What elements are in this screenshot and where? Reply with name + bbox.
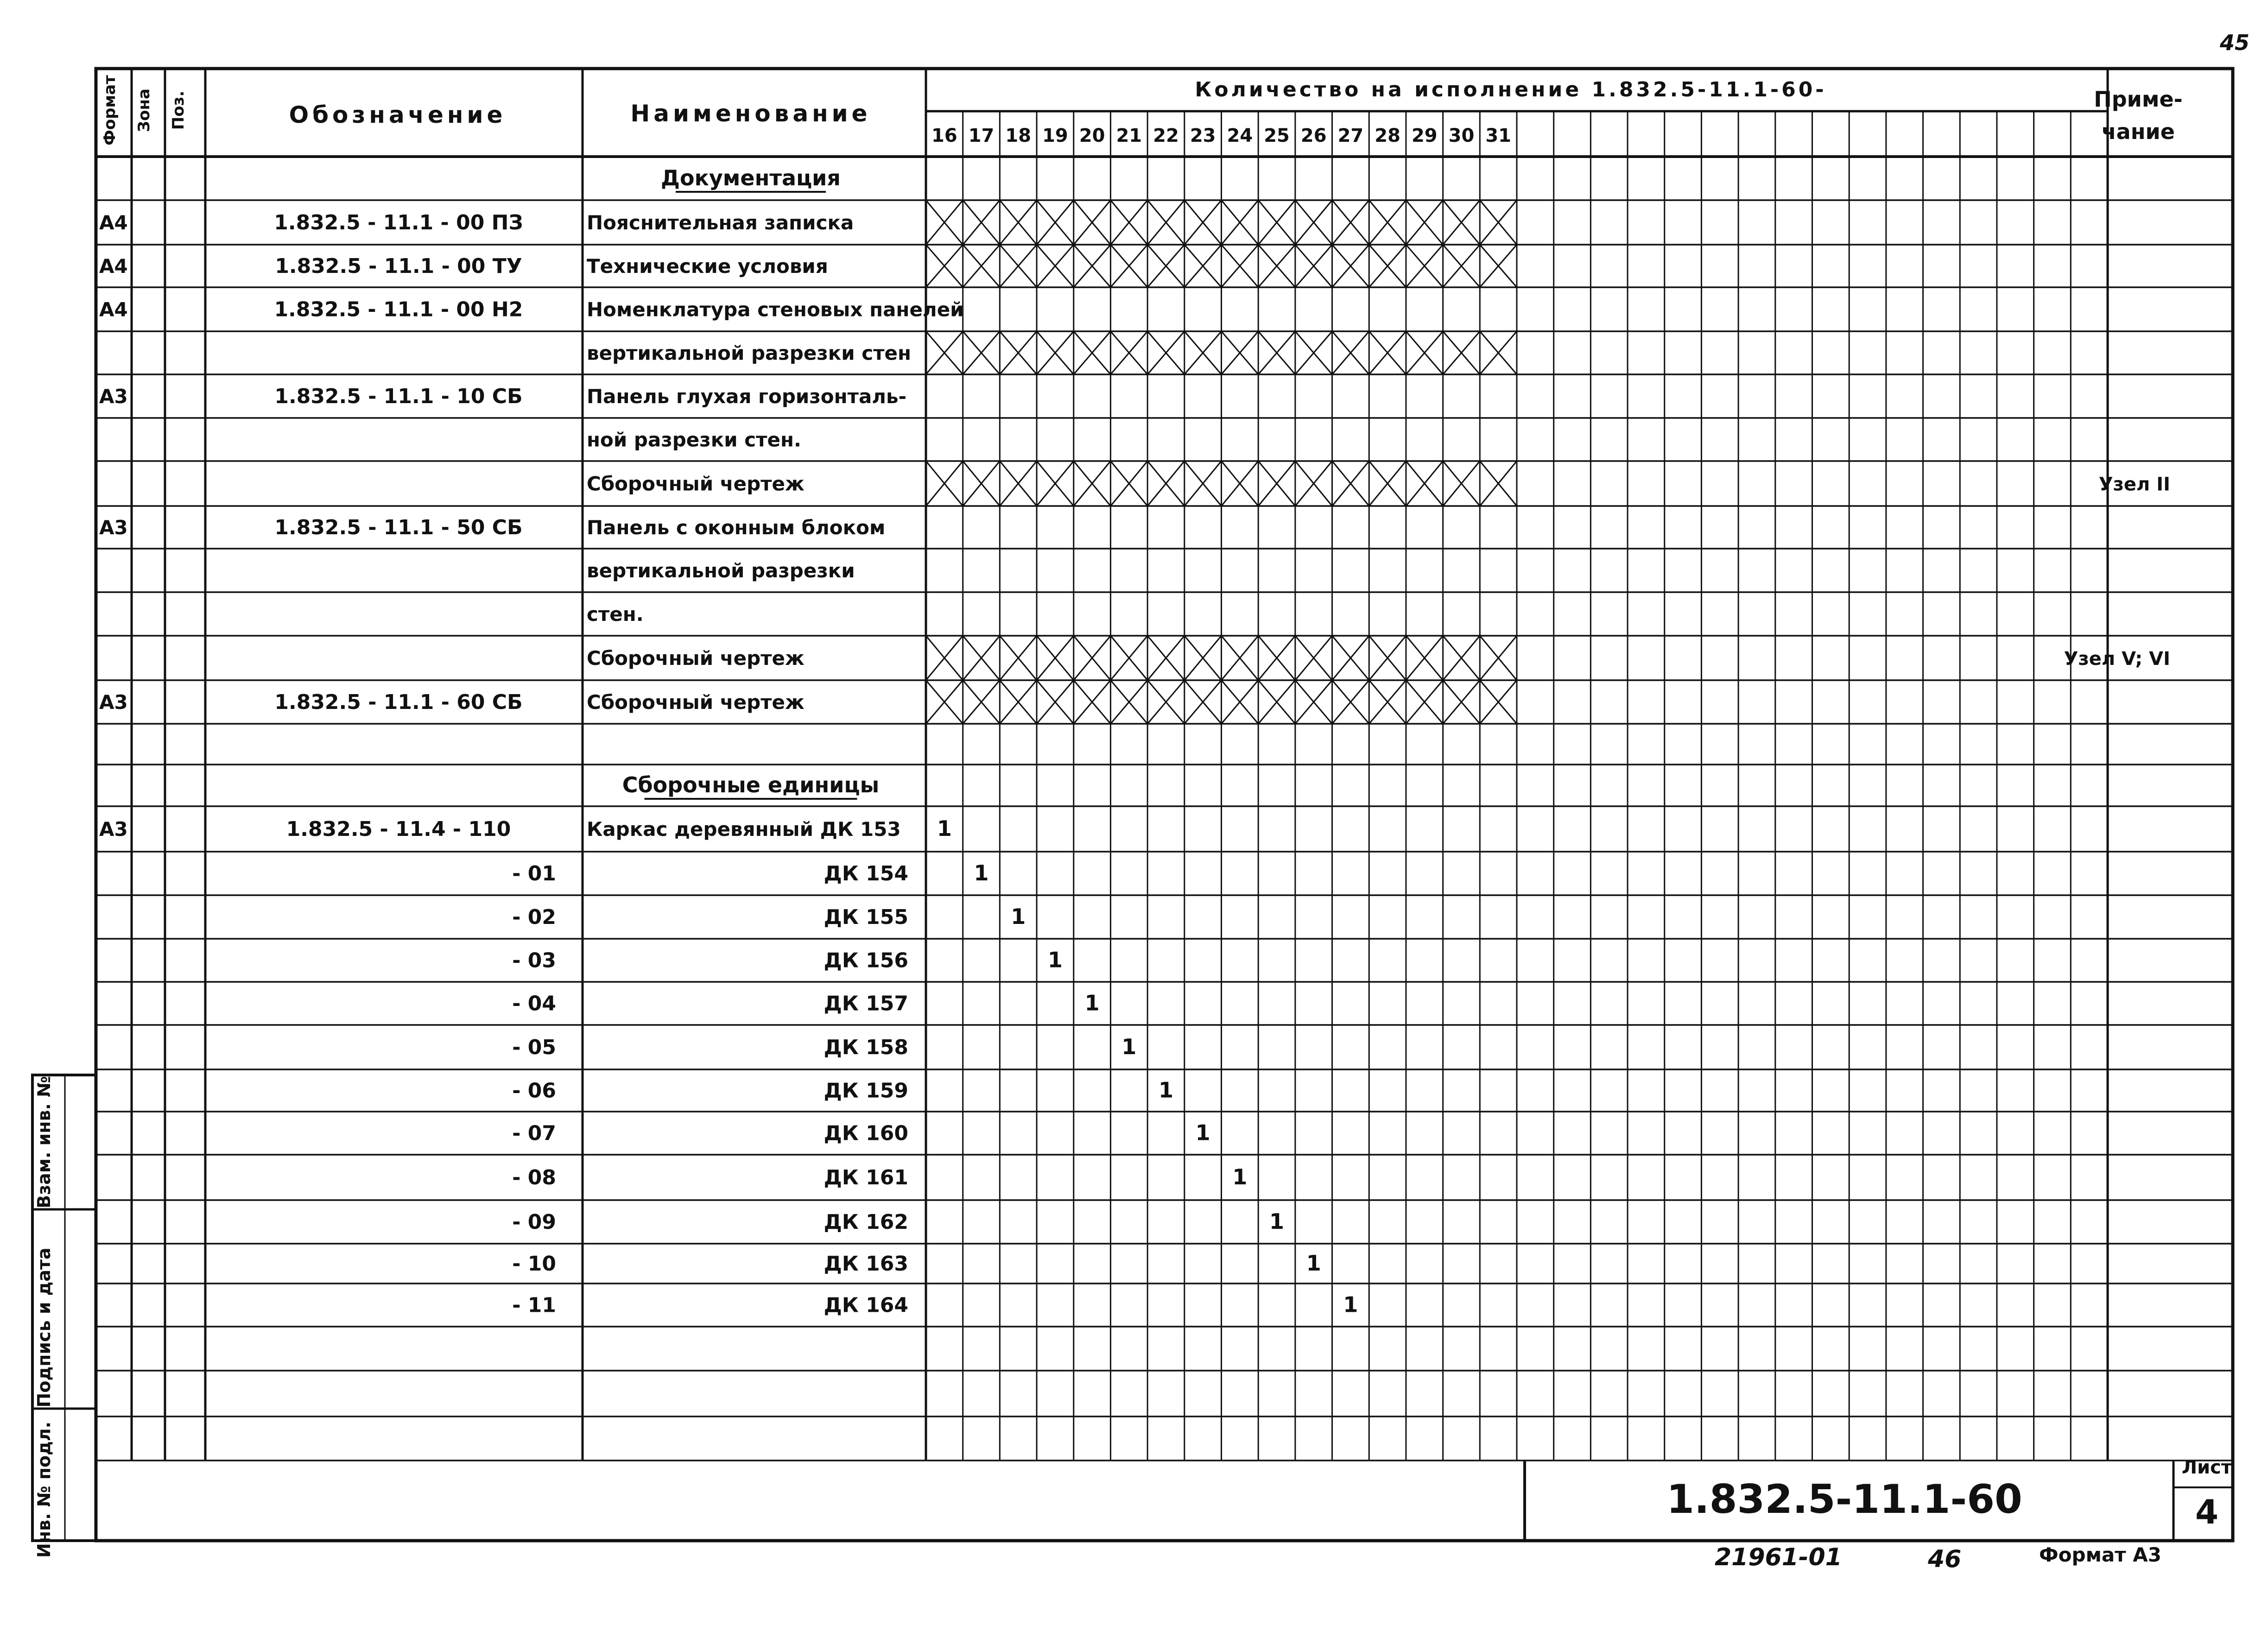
row-name: Сборочный чертеж — [587, 647, 805, 670]
row-name: Каркас деревянный ДК 153 — [587, 818, 901, 841]
row-name: ДК 164 — [824, 1293, 908, 1317]
row-format: А4 — [99, 298, 128, 321]
row-designation: - 06 — [512, 1079, 556, 1103]
header-zone: Зона — [135, 89, 153, 132]
quantity-column-label: 20 — [1079, 125, 1105, 146]
footer-code: 21961-01 — [1715, 1543, 1842, 1571]
row-format: А3 — [99, 818, 128, 841]
quantity-column-label: 24 — [1227, 125, 1253, 146]
row-format: А4 — [99, 211, 128, 234]
footer-page: 46 — [1928, 1545, 1962, 1573]
row-designation: - 05 — [512, 1036, 556, 1059]
quantity-value: 1 — [1343, 1292, 1358, 1317]
row-name: ДК 159 — [824, 1079, 908, 1103]
quantity-column-label: 18 — [1005, 125, 1032, 146]
row-designation: 1.832.5 - 11.1 - 10 СБ — [274, 385, 523, 408]
header-quantity-title: Количество на исполнение 1.832.5-11.1-60- — [1195, 78, 1827, 101]
row-name: ДК 160 — [824, 1121, 908, 1145]
side-stamp-sign-label: Подпись и дата — [34, 1247, 54, 1408]
row-name: ной разрезки стен. — [587, 428, 801, 451]
quantity-value: 1 — [1158, 1077, 1173, 1103]
row-name: ДК 156 — [824, 948, 908, 973]
title-block-sheet-label: Лист — [2181, 1457, 2232, 1478]
row-designation: - 10 — [512, 1252, 556, 1276]
quantity-column-label: 16 — [931, 125, 957, 146]
quantity-column-label: 26 — [1300, 125, 1327, 146]
quantity-column-label: 23 — [1190, 125, 1216, 146]
quantity-column-label: 22 — [1153, 125, 1179, 146]
quantity-column-label: 27 — [1337, 125, 1364, 146]
row-name: вертикальной разрезки стен — [587, 341, 912, 365]
row-format: А3 — [99, 516, 128, 539]
header-note-line1: Приме- — [2094, 87, 2183, 112]
row-name: ДК 162 — [824, 1210, 908, 1234]
row-designation: 1.832.5 - 11.1 - 00 ТУ — [275, 254, 522, 278]
row-designation: - 03 — [512, 948, 556, 973]
row-designation: - 11 — [512, 1293, 556, 1317]
row-name: вертикальной разрезки — [587, 559, 855, 582]
row-section-heading: Документация — [661, 165, 841, 190]
quantity-value: 1 — [937, 816, 952, 841]
side-stamp-replace-label: Взам. инв. № — [34, 1076, 54, 1208]
header-name: Наименование — [630, 100, 871, 127]
quantity-value: 1 — [1011, 904, 1026, 929]
quantity-column-label: 31 — [1485, 125, 1511, 146]
quantity-column-label: 30 — [1448, 125, 1475, 146]
page-number: 45 — [2220, 30, 2250, 55]
row-name: ДК 163 — [824, 1252, 908, 1276]
row-designation: - 07 — [512, 1121, 556, 1145]
row-name: ДК 155 — [824, 905, 908, 929]
title-block-designation: 1.832.5-11.1-60 — [1666, 1476, 2022, 1523]
quantity-value: 1 — [1084, 990, 1100, 1016]
header-note-line2: чание — [2102, 119, 2175, 144]
title-block-sheet-number: 4 — [2195, 1492, 2219, 1531]
quantity-value: 1 — [1195, 1120, 1210, 1145]
row-name: Панель глухая горизонталь- — [587, 385, 907, 408]
quantity-column-label: 19 — [1042, 125, 1068, 146]
header-pos: Поз. — [169, 90, 188, 130]
row-note: Узел II — [2098, 474, 2170, 495]
row-designation: 1.832.5 - 11.1 - 00 ПЗ — [274, 211, 523, 234]
quantity-value: 1 — [1232, 1164, 1248, 1189]
quantity-value: 1 — [1047, 947, 1063, 973]
quantity-value: 1 — [974, 860, 989, 885]
quantity-column-label: 29 — [1411, 125, 1438, 146]
row-format: А3 — [99, 691, 128, 714]
row-name: стен. — [587, 603, 644, 626]
row-section-heading: Сборочные единицы — [622, 772, 880, 797]
row-format: А4 — [99, 255, 128, 278]
quantity-column-label: 25 — [1264, 125, 1290, 146]
header-format: Формат — [101, 75, 119, 145]
quantity-value: 1 — [1121, 1034, 1137, 1059]
quantity-column-label: 21 — [1116, 125, 1142, 146]
side-stamp-inv-label: Инв. № подл. — [34, 1421, 54, 1558]
quantity-value: 1 — [1306, 1251, 1321, 1276]
header-designation: Обозначение — [289, 101, 507, 128]
row-name: Технические условия — [587, 255, 828, 278]
row-name: Номенклатура стеновых панелей — [587, 298, 964, 321]
row-name: ДК 157 — [824, 992, 908, 1016]
row-designation: 1.832.5 - 11.1 - 50 СБ — [274, 516, 523, 539]
row-designation: 1.832.5 - 11.4 - 110 — [286, 817, 511, 841]
row-note: Узел V; VI — [2064, 648, 2170, 670]
row-designation: - 09 — [512, 1210, 556, 1234]
row-name: Пояснительная записка — [587, 211, 854, 234]
row-designation: 1.832.5 - 11.1 - 60 СБ — [274, 690, 523, 714]
quantity-column-label: 28 — [1375, 125, 1400, 146]
row-name: Сборочный чертеж — [587, 691, 805, 714]
side-stamp — [34, 1076, 54, 1558]
quantity-value: 1 — [1269, 1209, 1285, 1234]
row-format: А3 — [99, 385, 128, 408]
row-designation: - 08 — [512, 1166, 556, 1189]
footer-format: Формат А3 — [2039, 1543, 2161, 1566]
row-designation: - 02 — [512, 905, 556, 929]
row-designation: - 04 — [512, 992, 556, 1016]
row-name: ДК 158 — [824, 1036, 908, 1059]
row-name: Панель с оконным блоком — [587, 516, 886, 539]
row-name: Сборочный чертеж — [587, 472, 805, 495]
row-designation: 1.832.5 - 11.1 - 00 Н2 — [274, 297, 523, 322]
quantity-column-label: 17 — [968, 125, 995, 146]
row-designation: - 01 — [512, 862, 556, 885]
row-name: ДК 154 — [824, 862, 908, 885]
row-name: ДК 161 — [824, 1166, 908, 1189]
